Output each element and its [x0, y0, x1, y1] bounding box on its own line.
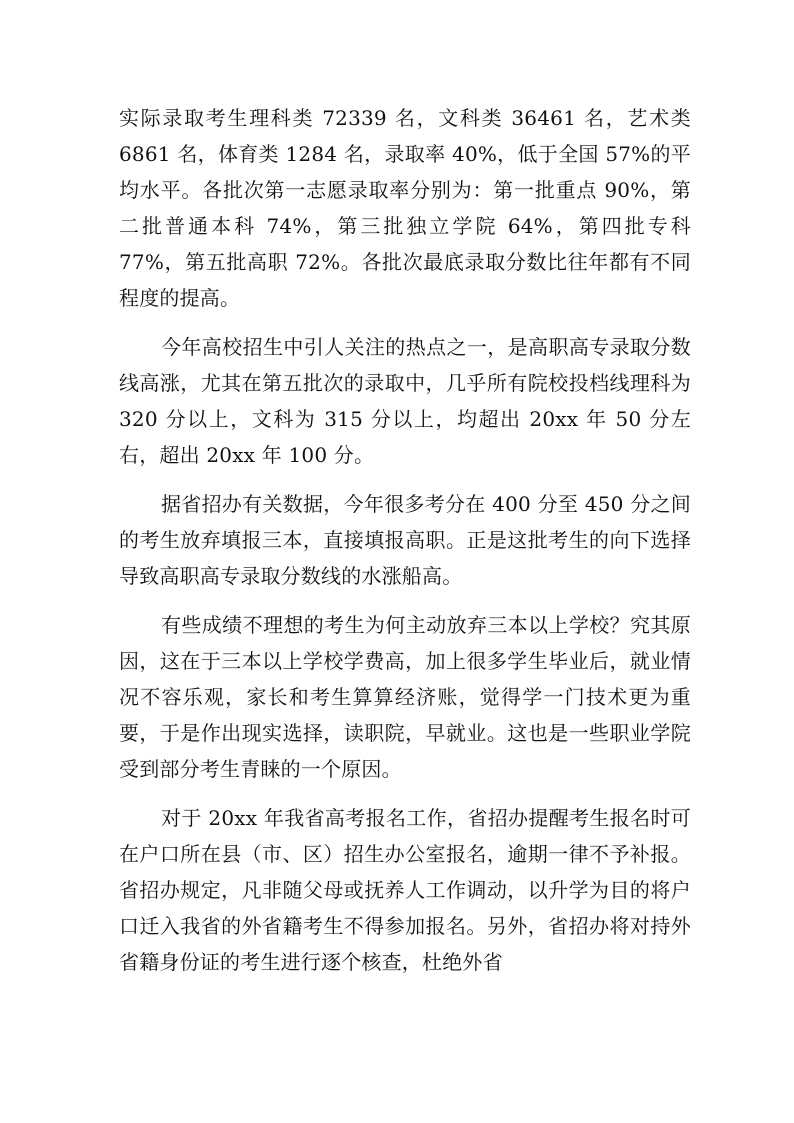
- paragraph-admission-statistics: 实际录取考生理科类 72339 名，文科类 36461 名，艺术类 6861 名，体育类 1284 名，录取率 40%，低于全国 57%的平均水平。各批次第一志愿录取率分别为：第一批重点 90%，第二批普通本科 74%，第三批独立学院 64%，第四批专科 77%，第五批高职 72%。各批次最底录取分数比往年都有不同程度的提高。: [119, 106, 691, 310]
- document-body: [119, 100, 691, 980]
- paragraph-registration-rules: 对于 20xx 年我省高考报名工作，省招办提醒考生报名时可在户口所在县（市、区）招生办公室报名，逾期一律不予补报。省招办规定，凡非随父母或抚养人工作调动，以升学为目的将户口迁入我省的外省籍考生不得参加报名。另外，省招办将对持外省籍身份证的考生进行逐个核查，杜绝外省: [119, 806, 691, 974]
- paragraph-vocational-cutoff-rise: 今年高校招生中引人关注的热点之一，是高职高专录取分数线高涨，尤其在第五批次的录取中，几乎所有院校投档线理科为 320 分以上，文科为 315 分以上，均超出 20xx 年 50 分左右，超出 20xx 年 100 分。: [119, 335, 691, 467]
- paragraph-reasons: 有些成绩不理想的考生为何主动放弃三本以上学校？究其原因，这在于三本以上学校学费高，加上很多学生毕业后，就业情况不容乐观，家长和考生算算经济账，觉得学一门技术更为重要，于是作出现实选择，读职院，早就业。这也是一些职业学院受到部分考生青睐的一个原因。: [119, 613, 691, 781]
- paragraph-score-range-choice: 据省招办有关数据，今年很多考分在 400 分至 450 分之间的考生放弃填报三本，直接填报高职。正是这批考生的向下选择导致高职高专录取分数线的水涨船高。: [119, 492, 691, 588]
